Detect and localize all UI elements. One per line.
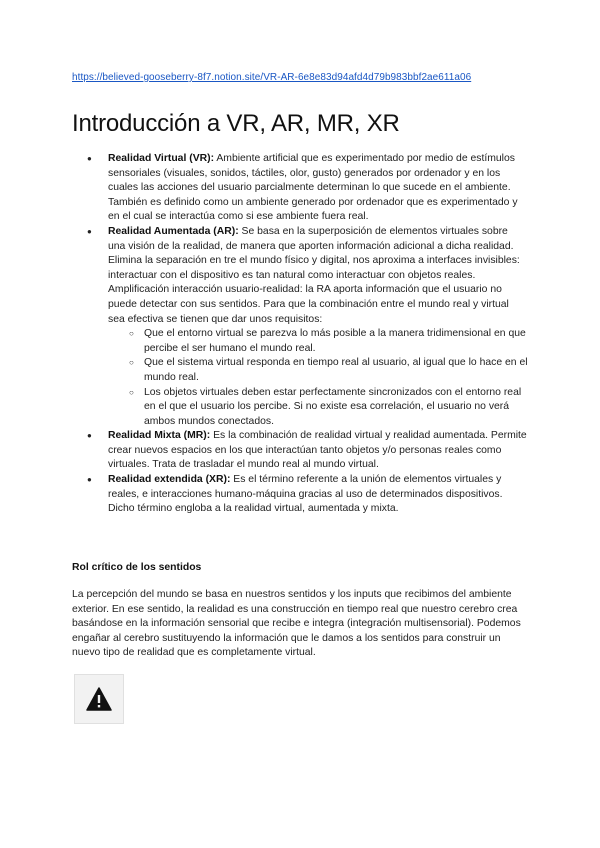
definition-xr: Es el término referente a la unión de elementos virtuales y reales, e interacciones humano-máquina gracias al uso de determinados dispositivos. Dicho término engloba a la realidad virtual, aumentada y mixta. <box>108 474 503 515</box>
definition-vr: Ambiente artificial que es experimentado por medio de estímulos sensoriales (visuales, sonidos, táctiles, olor, gusto) generados por ordenador y en los cuales las acciones del usuario parcialmente determinan lo que sucede en el ambiente. También es definido como un ambiente generado por ordenador que es experimentado y en el cual se interactúa como si ese ambiente fuera real. <box>108 153 518 223</box>
definition-ar: Se basa en la superposición de elementos virtuales sobre una visión de la realidad, de manera que aporten información adicional a dicha realidad. Elimina la separación en tre el mundo físico y digital, nos aproxima a interfaces invisibles: interactuar con el dispositivo es tan natural como interactuar con objetos reales. Amplificación interacción usuario-realidad: la RA aporta información que el usuario no puede detectar con sus sentidos. Para que la combinación entre el mundo real y virtual sea efectiva se tienen que dar unos requisitos: <box>108 225 520 325</box>
broken-image-placeholder <box>74 674 124 724</box>
requirement-item: ○ Que el entorno virtual se parezva lo más posible a la manera tridimensional en que percibe el ser humano el mundo real. <box>108 327 528 356</box>
list-item-ar <box>72 225 528 429</box>
list-item-vr <box>72 152 528 225</box>
section-paragraph: La percepción del mundo se basa en nuestros sentidos y los inputs que recibimos del ambiente exterior. En ese sentido, la realidad es una construcción en tiempo real que nuestro cerebro crea basándose en la información sensorial que recibe e integra (integración multisensorial). Podemos engañar al cerebro sustituyendo la información que le damos a los sentidos para construir un nuevo tipo de realidad que es completamente virtual. <box>72 589 521 659</box>
term-vr: Realidad Virtual (VR): <box>108 153 215 164</box>
section-heading: Rol crítico de los sentidos <box>72 562 202 573</box>
term-ar: Realidad Aumentada (AR): <box>108 225 239 237</box>
list-item-mr <box>72 429 528 473</box>
warning-icon <box>86 687 112 711</box>
term-xr: Realidad extendida (XR): <box>108 474 231 486</box>
requirement-item: ○ Los objetos virtuales deben estar perfectamente sincronizados con el entorno real en el que el usuario los percibe. Si no existe esa correlación, el usuario no verá ambos mundos conectados. <box>108 386 528 430</box>
ar-requirements-list <box>108 327 528 429</box>
term-mr: Realidad Mixta (MR): <box>108 430 211 442</box>
source-url-link[interactable]: https://believed-gooseberry-8f7.notion.site/VR-AR-6e8e83d94afd4d79b983bbf2ae611a06 <box>72 72 472 83</box>
list-item-xr <box>72 473 528 517</box>
page-title: Introducción a VR, AR, MR, XR <box>72 110 400 137</box>
definitions-list <box>72 152 528 517</box>
requirement-item: ○ Que el sistema virtual responda en tiempo real al usuario, al igual que lo hace en el mundo real. <box>108 356 528 385</box>
definition-mr: Es la combinación de realidad virtual y realidad aumentada. Permite crear nuevos espacios en los que interactúan tanto objetos y/o personas reales como virtuales. Trata de trasladar el mundo real al mundo virtual. <box>108 430 527 471</box>
